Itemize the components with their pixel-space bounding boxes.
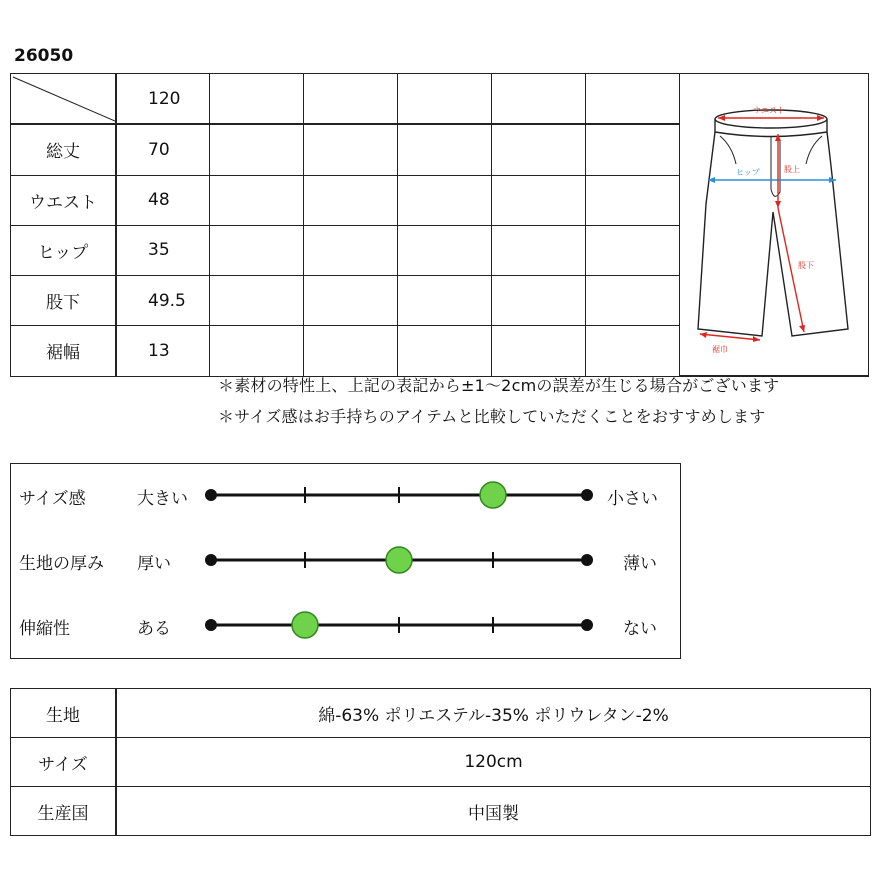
scale-indicator bbox=[480, 482, 506, 508]
diagram-label-hip: ヒップ bbox=[735, 168, 760, 177]
size-header: 120 bbox=[116, 74, 210, 125]
corner-cell bbox=[11, 74, 117, 125]
row-value: 70 bbox=[116, 124, 210, 175]
spec-value: 120cm bbox=[116, 738, 871, 787]
diagram-label-rise: 股上 bbox=[783, 165, 800, 174]
empty-cell bbox=[210, 74, 304, 125]
feel-label: 伸縮性 bbox=[19, 619, 70, 639]
row-label: 裾幅 bbox=[11, 326, 117, 376]
feel-label: 生地の厚み bbox=[19, 554, 104, 574]
row-value: 49.5 bbox=[116, 275, 210, 325]
scale-end-dot bbox=[581, 619, 593, 631]
spec-key: サイズ bbox=[11, 738, 117, 787]
diagram-label-hem: 裾巾 bbox=[711, 345, 728, 354]
row-value: 35 bbox=[116, 225, 210, 275]
note-tolerance: ＊素材の特性上、上記の表記から±1〜2cmの誤差が生じる場合がございます bbox=[218, 376, 780, 395]
feel-right-label: 小さい bbox=[607, 489, 658, 509]
empty-cell bbox=[585, 74, 679, 125]
row-label: ヒップ bbox=[11, 225, 117, 275]
diagonal-line bbox=[11, 75, 115, 123]
scale-end-dot bbox=[205, 619, 217, 631]
size-table bbox=[10, 73, 869, 370]
pants-diagram bbox=[680, 74, 868, 370]
empty-cell bbox=[398, 74, 492, 125]
scale-end-dot bbox=[205, 489, 217, 501]
note-compare: ＊サイズ感はお手持ちのアイテムと比較していただくことをおすすめします bbox=[218, 407, 766, 426]
feel-right-label: ない bbox=[623, 619, 657, 639]
feel-left-label: 大きい bbox=[137, 489, 188, 509]
feel-track bbox=[203, 475, 595, 515]
pants-diagram-cell bbox=[679, 74, 868, 377]
spec-key: 生産国 bbox=[11, 787, 117, 836]
row-label: 股下 bbox=[11, 275, 117, 325]
feel-label: サイズ感 bbox=[19, 489, 86, 509]
empty-cell bbox=[304, 74, 398, 125]
feel-right-label: 薄い bbox=[623, 554, 657, 574]
feel-row-size bbox=[11, 475, 680, 515]
spec-key: 生地 bbox=[11, 689, 117, 738]
feel-panel bbox=[10, 463, 681, 659]
feel-left-label: 厚い bbox=[137, 554, 171, 574]
feel-row-thickness bbox=[11, 540, 680, 580]
scale-indicator bbox=[292, 612, 318, 638]
spec-row bbox=[11, 787, 871, 836]
size-table-header-row bbox=[11, 74, 869, 125]
spec-row bbox=[11, 738, 871, 787]
empty-cell bbox=[492, 74, 586, 125]
spec-value: 綿-63% ポリエステル-35% ポリウレタン-2% bbox=[116, 689, 871, 738]
scale-end-dot bbox=[581, 489, 593, 501]
spec-table bbox=[10, 688, 871, 836]
spec-row bbox=[11, 689, 871, 738]
feel-left-label: ある bbox=[137, 619, 171, 639]
feel-track bbox=[203, 605, 595, 645]
diagram-label-waist: ウエスト bbox=[752, 106, 785, 115]
row-label: 総丈 bbox=[11, 124, 117, 175]
diagram-label-inseam: 股下 bbox=[797, 261, 814, 270]
feel-row-stretch bbox=[11, 605, 680, 645]
row-value: 48 bbox=[116, 175, 210, 225]
scale-end-dot bbox=[581, 554, 593, 566]
scale-indicator bbox=[386, 547, 412, 573]
row-value: 13 bbox=[116, 326, 210, 376]
scale-end-dot bbox=[205, 554, 217, 566]
feel-track bbox=[203, 540, 595, 580]
row-label: ウエスト bbox=[11, 175, 117, 225]
spec-value: 中国製 bbox=[116, 787, 871, 836]
product-code: 26050 bbox=[14, 46, 74, 66]
